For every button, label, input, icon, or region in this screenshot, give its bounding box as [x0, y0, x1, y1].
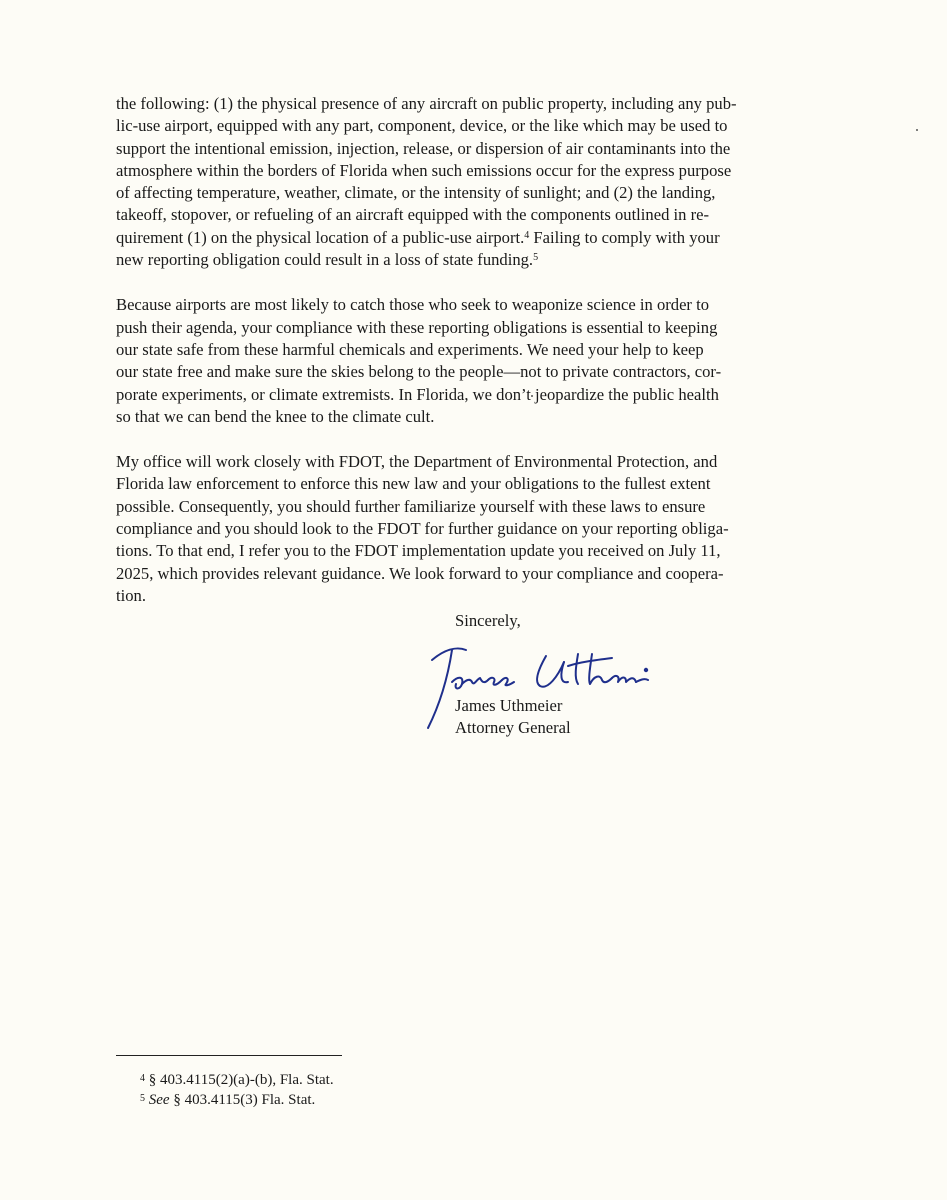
paragraph-text: Because airports are most likely to catch those who seek to weaponize science in order to push their agenda, your compliance with these reporting obligations is essential to keeping our state safe from these harmful chemicals and experiments. We need your help to keep our state free and make sure the skies belong to the people—not to private contractors, cor- porate experiments, or climate extremists. In Florida, we don’t jeopardize the public health so that we can bend the knee to the climate cult.	[116, 295, 722, 426]
signer-name: James Uthmeier	[455, 696, 563, 715]
footnote-number: 5	[140, 1093, 145, 1104]
paragraph-enforcement	[116, 451, 852, 607]
footnote-signal: See	[148, 1092, 170, 1108]
letter-body	[116, 93, 852, 630]
paragraph-text: the following: (1) the physical presence of any aircraft on public property, including any pub- lic-use airport, equipped with any part, component, device, or the like which may be used to support the intentional emission, injection, release, or dispersion of air contaminants into the atmosphere within the borders of Florida when such emissions occur for the express purpose of affecting temperature, weather, climate, or the intensity of sunlight; and (2) the landing, takeoff, stopover, or refueling of an aircraft equipped with the components outlined in re- quirement (1) on the physical location of a public-use airport.	[116, 94, 737, 247]
footnote-ref-4: 4	[524, 229, 530, 241]
footnote-5	[140, 1090, 334, 1110]
footnote-number: 4	[140, 1073, 145, 1084]
footnote-divider	[116, 1055, 342, 1056]
paragraph-text: My office will work closely with FDOT, the Department of Environmental Protection, and Florida law enforcement to enforce this new law and your obligations to the fullest extent possible. Consequently, you should further familiarize yourself with these laws to ensure compliance and you should look to the FDOT for further guidance on your reporting obliga- tions. To that end, I refer you to the FDOT implementation update you received on July 11, 2025, which provides relevant guidance. We look forward to your compliance and coopera- tion.	[116, 452, 729, 605]
paragraph-text: Failing to comply with your new reporting obligation could result in a loss of state funding.	[116, 227, 720, 270]
closing-salutation: Sincerely,	[455, 611, 521, 630]
signer-title: Attorney General	[455, 718, 571, 737]
footnote-4	[140, 1070, 334, 1090]
paragraph-reporting-requirements	[116, 93, 852, 271]
footnotes	[140, 1070, 334, 1110]
scan-speck	[916, 129, 918, 131]
paragraph-airports-compliance	[116, 294, 852, 428]
footnote-text: § 403.4115(2)(a)-(b), Fla. Stat.	[145, 1072, 334, 1088]
footnote-text: § 403.4115(3) Fla. Stat.	[169, 1092, 316, 1108]
footnote-ref-5: 5	[533, 252, 539, 264]
